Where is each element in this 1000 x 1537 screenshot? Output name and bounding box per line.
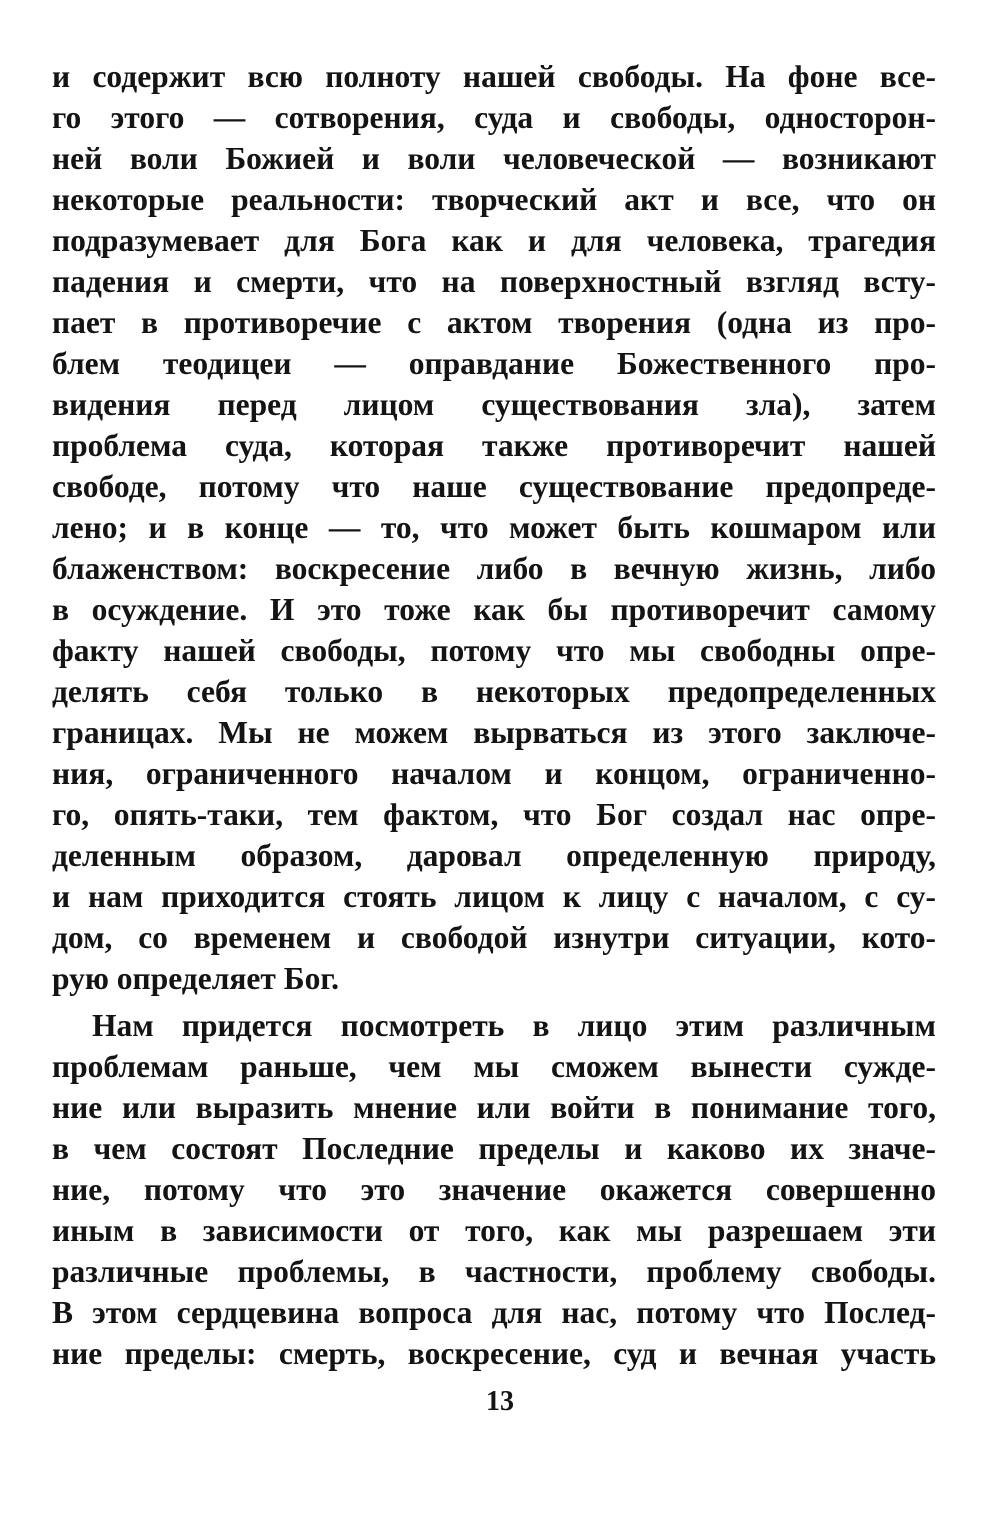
text-line: лено; и в конце — то, что может быть кошмаром или: [52, 510, 936, 545]
text-line: проблема суда, которая также противоречит нашей: [52, 428, 936, 463]
text-line: ние пределы: смерть, воскресение, суд и вечная участь: [52, 1336, 936, 1371]
text-line: проблемам раньше, чем мы сможем вынести сужде-: [52, 1049, 936, 1084]
text-line: дом, со временем и свободой изнутри ситуации, кото-: [52, 920, 936, 955]
text-line: иным в зависимости от того, как мы разрешаем эти: [52, 1213, 936, 1248]
text-line: делять себя только в некоторых предопределенных: [52, 674, 936, 709]
text-line: некоторые реальности: творческий акт и все, что он: [52, 182, 936, 217]
text-line: ние или выразить мнение или войти в понимание того,: [52, 1090, 936, 1125]
text-line: падения и смерти, что на поверхностный взгляд всту-: [52, 264, 936, 299]
paragraph-1: [52, 56, 936, 999]
text-line: ние, потому что это значение окажется совершенно: [52, 1172, 936, 1207]
text-line: рую определяет Бог.: [52, 961, 339, 996]
text-line: подразумевает для Бога как и для человека, трагедия: [52, 223, 936, 258]
text-line: деленным образом, даровал определенную природу,: [52, 838, 936, 873]
text-line: и нам приходится стоять лицом к лицу с началом, с су-: [52, 879, 936, 914]
text-line: пает в противоречие с актом творения (одна из про-: [52, 305, 936, 340]
text-line: го этого — сотворения, суда и свободы, односторон-: [52, 100, 936, 135]
text-line: блем теодицеи — оправдание Божественного про-: [52, 346, 936, 381]
text-line: в чем состоят Последние пределы и каково их значе-: [52, 1131, 936, 1166]
text-line: факту нашей свободы, потому что мы свободны опре-: [52, 633, 936, 668]
text-line: и содержит всю полноту нашей свободы. На фоне все-: [52, 59, 936, 94]
text-line: границах. Мы не можем вырваться из этого заключе-: [52, 715, 936, 750]
text-line: различные проблемы, в частности, проблему свободы.: [52, 1254, 936, 1289]
text-line: блаженством: воскресение либо в вечную жизнь, либо: [52, 551, 936, 586]
page-number: 13: [486, 1386, 514, 1417]
text-line: Нам придется посмотреть в лицо этим различным: [92, 1008, 936, 1043]
text-line: видения перед лицом существования зла), затем: [52, 387, 936, 422]
text-line: В этом сердцевина вопроса для нас, потому что Послед-: [52, 1295, 936, 1330]
body-text: [52, 56, 936, 1374]
paragraph-2: [52, 1005, 936, 1374]
text-line: в осуждение. И это тоже как бы противоречит самому: [52, 592, 936, 627]
text-line: ния, ограниченного началом и концом, ограниченно-: [52, 756, 936, 791]
text-line: ней воли Божией и воли человеческой — возникают: [52, 141, 936, 176]
text-line: го, опять-таки, тем фактом, что Бог создал нас опре-: [52, 797, 936, 832]
text-line: свободе, потому что наше существование предопреде-: [52, 469, 936, 504]
